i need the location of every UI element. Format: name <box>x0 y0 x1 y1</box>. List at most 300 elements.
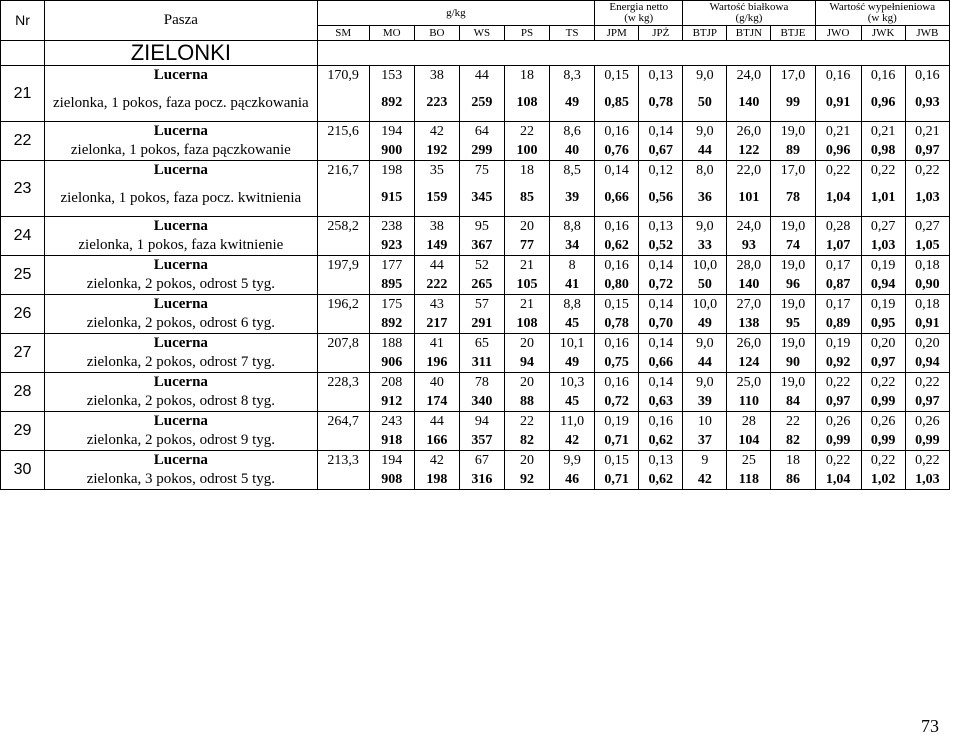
value-cell: 8,3 <box>550 66 595 86</box>
value-cell: 222 <box>414 275 459 295</box>
column-header-7: JPŻ <box>639 26 683 41</box>
value-cell: 0,19 <box>815 334 861 354</box>
value-cell: 177 <box>369 256 414 276</box>
value-cell: 0,16 <box>639 412 683 432</box>
feed-name: Lucerna <box>45 122 318 142</box>
value-cell: 118 <box>727 470 771 490</box>
value-cell: 0,21 <box>861 122 905 142</box>
value-cell: 0,26 <box>815 412 861 432</box>
value-cell: 17,0 <box>771 161 815 181</box>
value-cell: 9,9 <box>550 451 595 471</box>
table-row <box>1 122 950 142</box>
table-row <box>1 180 950 217</box>
table-row <box>1 353 950 373</box>
value-cell: 19,0 <box>771 373 815 393</box>
value-cell: 238 <box>369 217 414 237</box>
value-cell: 8,8 <box>550 295 595 315</box>
value-cell: 10,0 <box>683 295 727 315</box>
value-cell: 0,22 <box>905 373 949 393</box>
value-cell: 78 <box>771 180 815 217</box>
value-cell: 345 <box>459 180 504 217</box>
value-cell: 57 <box>459 295 504 315</box>
value-cell: 0,97 <box>905 141 949 161</box>
table-row <box>1 412 950 432</box>
value-cell: 0,56 <box>639 180 683 217</box>
value-cell: 21 <box>504 256 549 276</box>
value-cell: 8 <box>550 256 595 276</box>
value-cell: 35 <box>414 161 459 181</box>
value-cell: 367 <box>459 236 504 256</box>
pasza-header: Pasza <box>45 1 318 41</box>
value-cell: 915 <box>369 180 414 217</box>
value-cell: 223 <box>414 85 459 122</box>
value-cell: 0,63 <box>639 392 683 412</box>
value-cell: 1,01 <box>861 180 905 217</box>
value-cell: 38 <box>414 217 459 237</box>
value-cell <box>317 275 369 295</box>
value-cell: 0,99 <box>861 392 905 412</box>
value-cell: 74 <box>771 236 815 256</box>
column-header-5: TS <box>550 26 595 41</box>
value-cell: 0,66 <box>639 353 683 373</box>
value-cell: 140 <box>727 85 771 122</box>
value-cell: 94 <box>459 412 504 432</box>
value-cell: 96 <box>771 275 815 295</box>
value-cell: 27,0 <box>727 295 771 315</box>
value-cell: 20 <box>504 451 549 471</box>
value-cell: 0,95 <box>861 314 905 334</box>
value-cell: 85 <box>504 180 549 217</box>
table-row <box>1 85 950 122</box>
table-row <box>1 236 950 256</box>
value-cell: 0,80 <box>595 275 639 295</box>
value-cell: 8,6 <box>550 122 595 142</box>
value-cell: 0,22 <box>861 373 905 393</box>
feed-name: Lucerna <box>45 295 318 315</box>
value-cell: 41 <box>414 334 459 354</box>
value-cell: 0,22 <box>905 451 949 471</box>
value-cell: 50 <box>683 275 727 295</box>
value-cell: 197,9 <box>317 256 369 276</box>
value-cell: 0,78 <box>639 85 683 122</box>
value-cell: 174 <box>414 392 459 412</box>
value-cell: 20 <box>504 373 549 393</box>
value-cell: 9,0 <box>683 334 727 354</box>
value-cell: 198 <box>369 161 414 181</box>
value-cell: 0,67 <box>639 141 683 161</box>
value-cell: 194 <box>369 122 414 142</box>
value-cell: 24,0 <box>727 217 771 237</box>
column-header-11: JWO <box>815 26 861 41</box>
header-group-row <box>1 1 950 26</box>
value-cell: 45 <box>550 392 595 412</box>
value-cell: 0,15 <box>595 451 639 471</box>
value-cell: 9,0 <box>683 122 727 142</box>
value-cell: 0,13 <box>639 451 683 471</box>
column-header-12: JWK <box>861 26 905 41</box>
value-cell: 44 <box>414 412 459 432</box>
value-cell: 75 <box>459 161 504 181</box>
value-cell: 258,2 <box>317 217 369 237</box>
value-cell: 0,96 <box>815 141 861 161</box>
value-cell: 0,16 <box>595 217 639 237</box>
value-cell: 28 <box>727 412 771 432</box>
value-cell: 93 <box>727 236 771 256</box>
value-cell: 26,0 <box>727 122 771 142</box>
value-cell: 0,16 <box>595 256 639 276</box>
value-cell: 0,94 <box>905 353 949 373</box>
value-cell: 86 <box>771 470 815 490</box>
feed-description: zielonka, 1 pokos, faza pocz. kwitnienia <box>45 180 318 217</box>
value-cell: 0,99 <box>861 431 905 451</box>
value-cell: 43 <box>414 295 459 315</box>
feed-description: zielonka, 2 pokos, odrost 6 tyg. <box>45 314 318 334</box>
feed-name: Lucerna <box>45 451 318 471</box>
value-cell: 22,0 <box>727 161 771 181</box>
column-header-13: JWB <box>905 26 949 41</box>
value-cell <box>317 180 369 217</box>
row-number: 30 <box>1 451 45 490</box>
value-cell: 0,20 <box>861 334 905 354</box>
value-cell: 311 <box>459 353 504 373</box>
value-cell: 108 <box>504 85 549 122</box>
value-cell: 19,0 <box>771 217 815 237</box>
value-cell: 39 <box>683 392 727 412</box>
value-cell: 265 <box>459 275 504 295</box>
value-cell: 243 <box>369 412 414 432</box>
value-cell: 892 <box>369 85 414 122</box>
value-cell: 892 <box>369 314 414 334</box>
table-row <box>1 66 950 86</box>
column-header-0: SM <box>317 26 369 41</box>
table-row <box>1 141 950 161</box>
value-cell: 105 <box>504 275 549 295</box>
value-cell: 34 <box>550 236 595 256</box>
row-number: 28 <box>1 373 45 412</box>
value-cell: 0,99 <box>905 431 949 451</box>
value-cell: 11,0 <box>550 412 595 432</box>
value-cell: 90 <box>771 353 815 373</box>
value-cell: 217 <box>414 314 459 334</box>
value-cell: 0,52 <box>639 236 683 256</box>
value-cell: 28,0 <box>727 256 771 276</box>
page-number: 73 <box>921 716 939 736</box>
feed-name: Lucerna <box>45 256 318 276</box>
value-cell: 0,99 <box>815 431 861 451</box>
value-cell: 0,22 <box>861 161 905 181</box>
group-header-fill: Wartość wypełnieniowa (w kg) <box>815 1 949 26</box>
value-cell: 88 <box>504 392 549 412</box>
value-cell: 110 <box>727 392 771 412</box>
table-row <box>1 373 950 393</box>
value-cell: 0,62 <box>595 236 639 256</box>
value-cell: 0,14 <box>639 295 683 315</box>
value-cell: 44 <box>459 66 504 86</box>
row-number: 23 <box>1 161 45 217</box>
value-cell: 1,05 <box>905 236 949 256</box>
value-cell: 259 <box>459 85 504 122</box>
value-cell: 166 <box>414 431 459 451</box>
value-cell: 207,8 <box>317 334 369 354</box>
table-row <box>1 451 950 471</box>
value-cell: 0,28 <box>815 217 861 237</box>
value-cell: 18 <box>771 451 815 471</box>
value-cell: 0,19 <box>861 295 905 315</box>
value-cell: 0,71 <box>595 470 639 490</box>
value-cell <box>317 141 369 161</box>
value-cell: 0,26 <box>905 412 949 432</box>
value-cell: 0,70 <box>639 314 683 334</box>
value-cell: 908 <box>369 470 414 490</box>
value-cell: 49 <box>683 314 727 334</box>
value-cell: 0,22 <box>905 161 949 181</box>
value-cell: 46 <box>550 470 595 490</box>
value-cell: 0,14 <box>595 161 639 181</box>
value-cell: 20 <box>504 217 549 237</box>
value-cell: 24,0 <box>727 66 771 86</box>
table-row <box>1 431 950 451</box>
value-cell: 1,07 <box>815 236 861 256</box>
value-cell: 196 <box>414 353 459 373</box>
table-row <box>1 256 950 276</box>
value-cell: 9,0 <box>683 66 727 86</box>
section-title: ZIELONKI <box>45 41 318 66</box>
value-cell: 49 <box>550 353 595 373</box>
value-cell: 208 <box>369 373 414 393</box>
value-cell: 42 <box>550 431 595 451</box>
value-cell: 64 <box>459 122 504 142</box>
value-cell: 0,91 <box>905 314 949 334</box>
value-cell <box>317 470 369 490</box>
value-cell: 42 <box>414 451 459 471</box>
value-cell: 95 <box>459 217 504 237</box>
section-row <box>1 41 950 66</box>
value-cell: 0,97 <box>815 392 861 412</box>
column-header-9: BTJN <box>727 26 771 41</box>
value-cell: 215,6 <box>317 122 369 142</box>
feed-name: Lucerna <box>45 217 318 237</box>
value-cell: 0,89 <box>815 314 861 334</box>
value-cell: 0,27 <box>861 217 905 237</box>
value-cell: 38 <box>414 66 459 86</box>
value-cell: 299 <box>459 141 504 161</box>
value-cell: 0,62 <box>639 470 683 490</box>
value-cell: 0,27 <box>905 217 949 237</box>
group-header-protein: Wartość białkowa (g/kg) <box>683 1 815 26</box>
value-cell: 89 <box>771 141 815 161</box>
value-cell: 8,5 <box>550 161 595 181</box>
value-cell: 25 <box>727 451 771 471</box>
value-cell: 0,21 <box>815 122 861 142</box>
value-cell: 357 <box>459 431 504 451</box>
value-cell: 138 <box>727 314 771 334</box>
value-cell: 0,16 <box>905 66 949 86</box>
value-cell: 77 <box>504 236 549 256</box>
feed-description: zielonka, 2 pokos, odrost 8 tyg. <box>45 392 318 412</box>
feed-name: Lucerna <box>45 334 318 354</box>
value-cell: 0,17 <box>815 295 861 315</box>
value-cell: 0,87 <box>815 275 861 295</box>
value-cell: 19,0 <box>771 295 815 315</box>
column-header-1: MO <box>369 26 414 41</box>
value-cell: 316 <box>459 470 504 490</box>
value-cell: 8,8 <box>550 217 595 237</box>
value-cell: 10,0 <box>683 256 727 276</box>
value-cell: 26,0 <box>727 334 771 354</box>
value-cell: 49 <box>550 85 595 122</box>
value-cell: 100 <box>504 141 549 161</box>
feed-description: zielonka, 2 pokos, odrost 9 tyg. <box>45 431 318 451</box>
value-cell: 175 <box>369 295 414 315</box>
value-cell: 0,20 <box>905 334 949 354</box>
value-cell: 44 <box>683 353 727 373</box>
value-cell: 108 <box>504 314 549 334</box>
value-cell: 9 <box>683 451 727 471</box>
row-number: 22 <box>1 122 45 161</box>
row-number: 25 <box>1 256 45 295</box>
value-cell: 44 <box>414 256 459 276</box>
value-cell: 213,3 <box>317 451 369 471</box>
value-cell: 0,26 <box>861 412 905 432</box>
value-cell: 19,0 <box>771 256 815 276</box>
value-cell: 0,62 <box>639 431 683 451</box>
value-cell: 40 <box>414 373 459 393</box>
value-cell: 22 <box>504 412 549 432</box>
value-cell: 0,94 <box>861 275 905 295</box>
value-cell: 8,0 <box>683 161 727 181</box>
value-cell: 37 <box>683 431 727 451</box>
value-cell: 0,22 <box>815 373 861 393</box>
value-cell: 900 <box>369 141 414 161</box>
value-cell: 192 <box>414 141 459 161</box>
value-cell: 0,14 <box>639 334 683 354</box>
feed-name: Lucerna <box>45 161 318 181</box>
nr-header: Nr <box>1 1 45 41</box>
value-cell: 0,17 <box>815 256 861 276</box>
feed-description: zielonka, 1 pokos, faza pocz. pączkowania <box>45 85 318 122</box>
value-cell: 0,22 <box>861 451 905 471</box>
feed-name: Lucerna <box>45 412 318 432</box>
column-header-10: BTJE <box>771 26 815 41</box>
value-cell: 0,85 <box>595 85 639 122</box>
value-cell: 194 <box>369 451 414 471</box>
value-cell: 159 <box>414 180 459 217</box>
feed-description: zielonka, 1 pokos, faza pączkowanie <box>45 141 318 161</box>
value-cell: 228,3 <box>317 373 369 393</box>
value-cell: 0,14 <box>639 256 683 276</box>
value-cell: 0,72 <box>639 275 683 295</box>
value-cell: 25,0 <box>727 373 771 393</box>
value-cell: 18 <box>504 66 549 86</box>
value-cell: 912 <box>369 392 414 412</box>
value-cell: 906 <box>369 353 414 373</box>
value-cell: 0,98 <box>861 141 905 161</box>
table-row <box>1 314 950 334</box>
value-cell: 22 <box>504 122 549 142</box>
value-cell: 92 <box>504 470 549 490</box>
row-number: 29 <box>1 412 45 451</box>
value-cell: 84 <box>771 392 815 412</box>
value-cell: 0,14 <box>639 122 683 142</box>
value-cell: 78 <box>459 373 504 393</box>
value-cell: 923 <box>369 236 414 256</box>
value-cell: 67 <box>459 451 504 471</box>
value-cell: 0,76 <box>595 141 639 161</box>
value-cell: 10 <box>683 412 727 432</box>
table-row <box>1 217 950 237</box>
value-cell: 65 <box>459 334 504 354</box>
value-cell: 291 <box>459 314 504 334</box>
column-header-4: PS <box>504 26 549 41</box>
value-cell <box>317 314 369 334</box>
value-cell: 1,03 <box>905 470 949 490</box>
value-cell: 0,12 <box>639 161 683 181</box>
value-cell: 149 <box>414 236 459 256</box>
value-cell: 1,03 <box>861 236 905 256</box>
value-cell <box>317 353 369 373</box>
value-cell: 20 <box>504 334 549 354</box>
value-cell: 216,7 <box>317 161 369 181</box>
value-cell: 0,21 <box>905 122 949 142</box>
value-cell: 33 <box>683 236 727 256</box>
value-cell: 0,16 <box>595 122 639 142</box>
value-cell: 0,13 <box>639 66 683 86</box>
value-cell: 0,96 <box>861 85 905 122</box>
value-cell: 44 <box>683 141 727 161</box>
value-cell: 0,16 <box>815 66 861 86</box>
value-cell: 0,19 <box>861 256 905 276</box>
table-row <box>1 470 950 490</box>
value-cell: 95 <box>771 314 815 334</box>
value-cell: 0,13 <box>639 217 683 237</box>
feed-name: Lucerna <box>45 66 318 86</box>
value-cell: 0,16 <box>595 373 639 393</box>
value-cell: 895 <box>369 275 414 295</box>
value-cell: 0,15 <box>595 295 639 315</box>
value-cell: 36 <box>683 180 727 217</box>
value-cell <box>317 392 369 412</box>
value-cell: 188 <box>369 334 414 354</box>
value-cell: 1,02 <box>861 470 905 490</box>
row-number: 24 <box>1 217 45 256</box>
value-cell: 101 <box>727 180 771 217</box>
group-header-gkg: g/kg <box>317 1 595 26</box>
value-cell: 0,66 <box>595 180 639 217</box>
feed-description: zielonka, 2 pokos, odrost 7 tyg. <box>45 353 318 373</box>
value-cell: 0,15 <box>595 66 639 86</box>
value-cell: 0,71 <box>595 431 639 451</box>
value-cell: 17,0 <box>771 66 815 86</box>
column-header-3: WS <box>459 26 504 41</box>
value-cell: 19,0 <box>771 122 815 142</box>
value-cell: 0,22 <box>815 161 861 181</box>
value-cell: 0,18 <box>905 295 949 315</box>
value-cell: 0,16 <box>595 334 639 354</box>
row-number: 21 <box>1 66 45 122</box>
column-header-8: BTJP <box>683 26 727 41</box>
value-cell: 82 <box>771 431 815 451</box>
value-cell <box>317 85 369 122</box>
value-cell: 39 <box>550 180 595 217</box>
table-row <box>1 334 950 354</box>
table-row <box>1 161 950 181</box>
value-cell: 10,3 <box>550 373 595 393</box>
table-row <box>1 295 950 315</box>
value-cell <box>317 236 369 256</box>
table-row <box>1 275 950 295</box>
column-header-6: JPM <box>595 26 639 41</box>
feed-description: zielonka, 3 pokos, odrost 5 tyg. <box>45 470 318 490</box>
